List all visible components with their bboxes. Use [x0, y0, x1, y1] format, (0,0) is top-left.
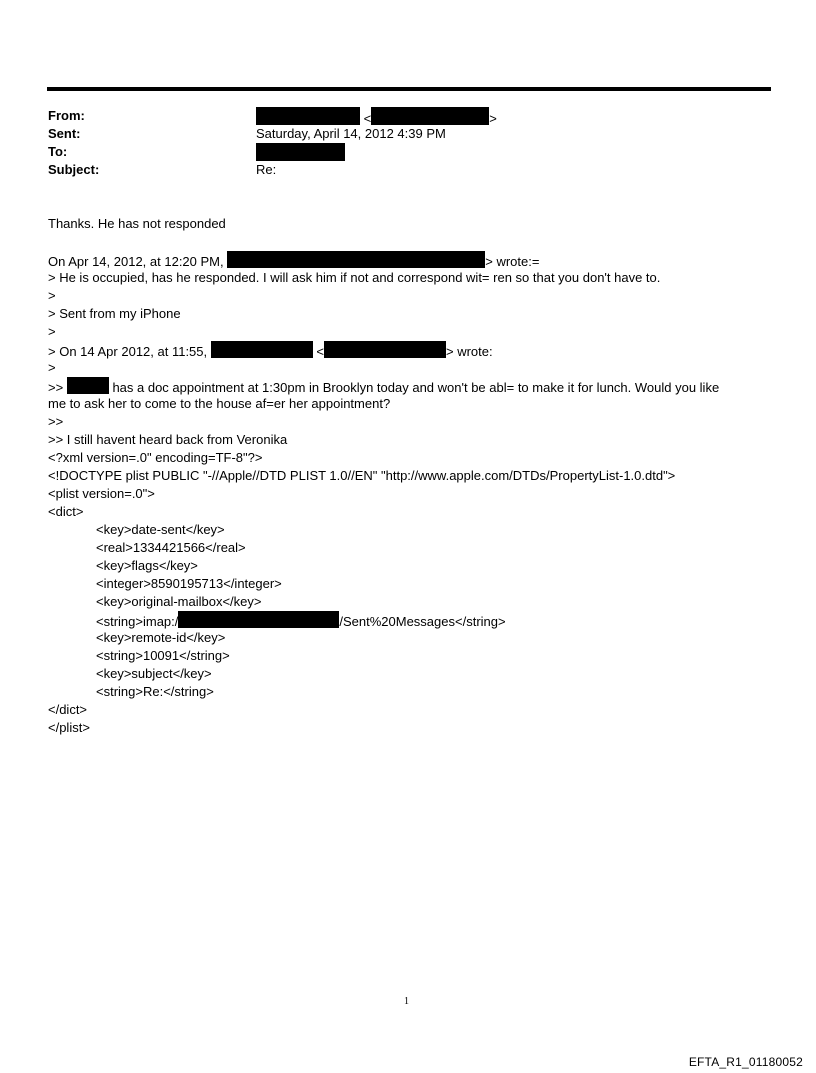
sent-label: Sent:	[48, 126, 81, 141]
body-line: >>	[48, 414, 64, 429]
redaction-box	[324, 341, 446, 358]
body-line: > Sent from my iPhone	[48, 306, 181, 321]
subject-label: Subject:	[48, 162, 100, 177]
xml-line: <integer>8590195713</integer>	[96, 576, 282, 591]
header-rule	[47, 87, 771, 91]
xml-line: <key>original-mailbox</key>	[96, 594, 262, 609]
xml-line: <plist version=.0">	[48, 486, 155, 501]
from-label: From:	[48, 108, 85, 123]
body-line: >	[48, 288, 56, 303]
quote-header-wrote: > wrote:	[445, 344, 493, 359]
quote-header-text: On Apr 14, 2012, at 12:20 PM,	[48, 254, 224, 269]
subject-value: Re:	[256, 162, 277, 177]
xml-line: <key>date-sent</key>	[96, 522, 225, 537]
xml-line: <key>flags</key>	[96, 558, 198, 573]
redaction-box	[371, 107, 489, 125]
page-number: 1	[404, 996, 409, 1007]
quote-header-text: > On 14 Apr 2012, at 11:55,	[48, 344, 208, 359]
body-line: Thanks. He has not responded	[48, 216, 226, 231]
body-line: > He is occupied, has he responded. I will ask him if not and correspond wit= ren so that you don't have to.	[48, 270, 661, 285]
xml-text: /Sent%20Messages</string>	[339, 614, 506, 629]
xml-line: <!DOCTYPE plist PUBLIC "-//Apple//DTD PLIST 1.0//EN" "http://www.apple.com/DTDs/PropertyList-1.0.dtd">	[48, 468, 676, 483]
xml-line: <?xml version=.0" encoding=TF-8"?>	[48, 450, 263, 465]
bates-number: EFTA_R1_01180052	[688, 1055, 803, 1069]
quote-header-line	[48, 251, 539, 271]
redaction-box	[67, 377, 109, 394]
quote-marker: >>	[48, 380, 64, 395]
xml-line: <string>Re:</string>	[96, 684, 214, 699]
xml-line	[96, 611, 506, 631]
body-line: me to ask her to come to the house af=er her appointment?	[48, 396, 391, 411]
body-line: >> I still havent heard back from Veronika	[48, 432, 288, 447]
quote-header-lt: <	[316, 344, 324, 359]
body-line: >	[48, 360, 56, 375]
xml-line: <key>subject</key>	[96, 666, 212, 681]
redaction-box	[227, 251, 485, 268]
body-text: has a doc appointment at 1:30pm in Brooklyn today and won't be abl= to make it for lunch. Would you like	[112, 380, 720, 395]
xml-line: <dict>	[48, 504, 84, 519]
body-line: >	[48, 324, 56, 339]
sent-value: Saturday, April 14, 2012 4:39 PM	[256, 126, 446, 141]
quote-header-line	[48, 341, 493, 361]
from-lt: <	[363, 111, 372, 126]
redaction-box	[211, 341, 313, 358]
quote-header-wrote: > wrote:=	[485, 254, 540, 269]
xml-line: <real>1334421566</real>	[96, 540, 246, 555]
xml-text: <string>imap:/	[96, 614, 179, 629]
body-line	[48, 377, 719, 397]
to-label: To:	[48, 144, 68, 159]
xml-line: <string>10091</string>	[96, 648, 230, 663]
redaction-box	[256, 107, 360, 125]
xml-line: </dict>	[48, 702, 88, 717]
from-gt: >	[489, 111, 497, 126]
redaction-box	[178, 611, 339, 628]
xml-line: </plist>	[48, 720, 90, 735]
redaction-box	[256, 143, 345, 161]
xml-line: <key>remote-id</key>	[96, 630, 226, 645]
